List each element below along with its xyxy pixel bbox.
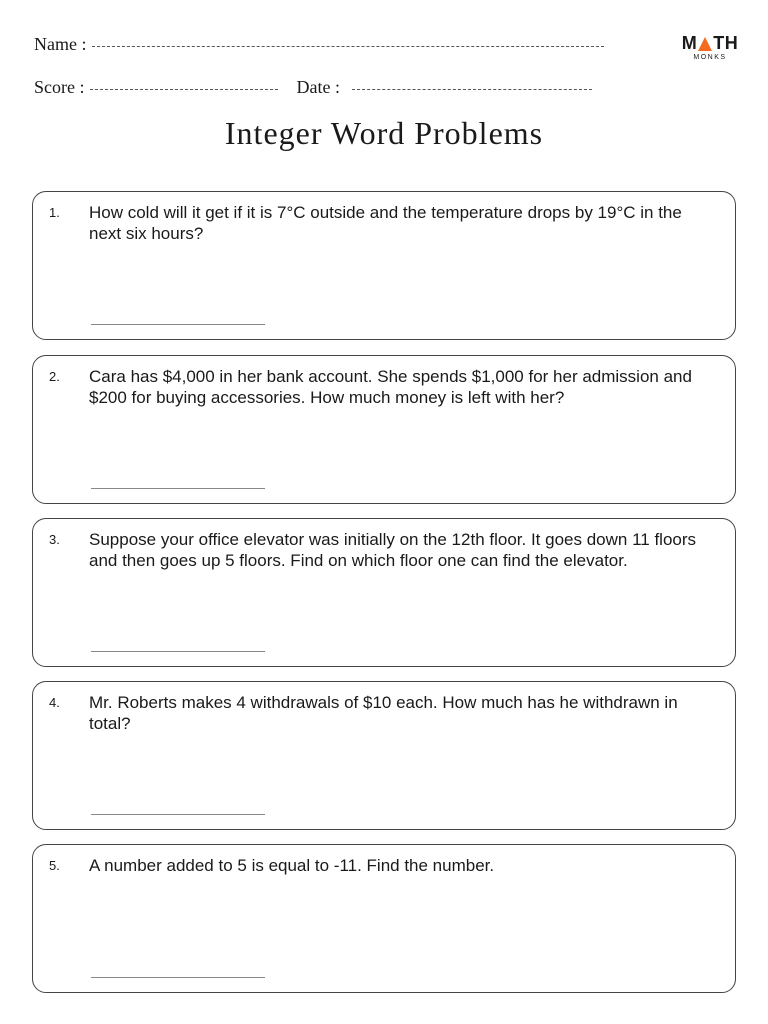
answer-line[interactable] bbox=[91, 977, 265, 978]
logo-text-left: M bbox=[681, 33, 698, 53]
problem-card-1 bbox=[32, 191, 736, 340]
problem-number: 2. bbox=[49, 369, 60, 384]
date-blank-line[interactable] bbox=[352, 89, 592, 90]
problem-number: 1. bbox=[49, 205, 60, 220]
logo-text-right: TH bbox=[713, 33, 739, 53]
page-title: Integer Word Problems bbox=[224, 115, 544, 151]
problem-text: Cara has $4,000 in her bank account. She spends $1,000 for her admission and $200 for buying accessories. How much money is left with her? bbox=[89, 367, 692, 407]
date-label: Date : bbox=[296, 77, 340, 97]
score-date-row bbox=[34, 77, 592, 98]
problem-text: Mr. Roberts makes 4 withdrawals of $10 each. How much has he withdrawn in total? bbox=[89, 693, 678, 733]
triangle-icon bbox=[698, 37, 712, 51]
answer-line[interactable] bbox=[91, 488, 265, 489]
score-blank-line[interactable] bbox=[90, 89, 278, 90]
math-monks-logo bbox=[680, 34, 740, 61]
problem-text: How cold will it get if it is 7°C outside and the temperature drops by 19°C in the next six hours? bbox=[89, 203, 682, 243]
problem-card-4 bbox=[32, 681, 736, 830]
problem-card-2 bbox=[32, 355, 736, 504]
answer-line[interactable] bbox=[91, 814, 265, 815]
problem-number: 4. bbox=[49, 695, 60, 710]
problem-card-3 bbox=[32, 518, 736, 667]
score-label: Score : bbox=[34, 77, 85, 97]
answer-line[interactable] bbox=[91, 651, 265, 652]
logo-subtext: MONKS bbox=[693, 54, 727, 61]
problem-number: 3. bbox=[49, 532, 60, 547]
problem-text: A number added to 5 is equal to -11. Find the number. bbox=[89, 856, 495, 875]
problem-card-5 bbox=[32, 844, 736, 993]
name-label: Name : bbox=[34, 34, 87, 54]
problem-text: Suppose your office elevator was initially on the 12th floor. It goes down 11 floors and then goes up 5 floors. Find on which floor one can find the elevator. bbox=[89, 530, 697, 570]
name-field-row bbox=[34, 34, 604, 55]
logo-wordmark bbox=[680, 34, 740, 52]
name-blank-line[interactable] bbox=[92, 46, 604, 47]
answer-line[interactable] bbox=[91, 324, 265, 325]
problem-number: 5. bbox=[49, 858, 60, 873]
